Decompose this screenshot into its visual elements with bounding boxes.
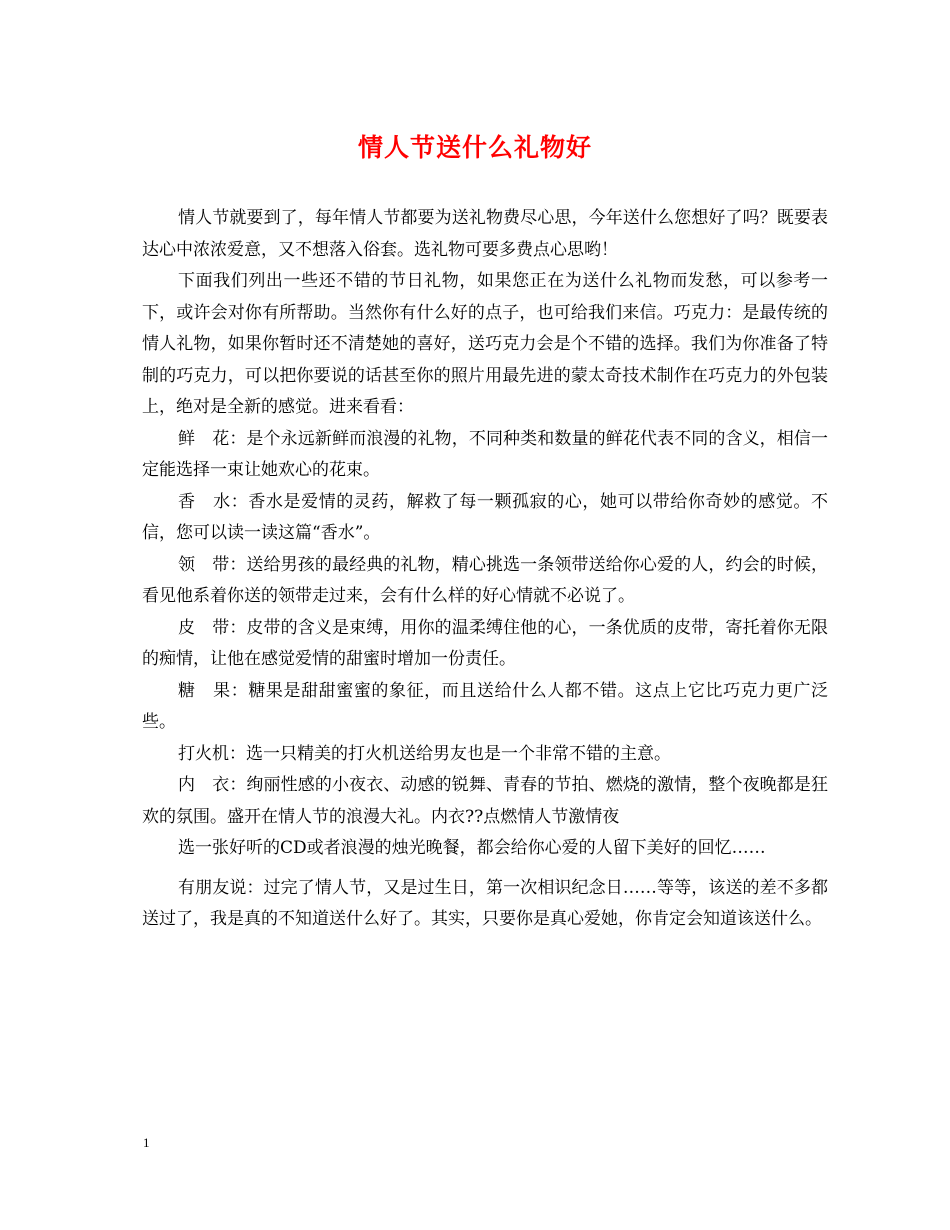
paragraph-closing: 有朋友说：过完了情人节，又是过生日，第一次相识纪念日……等等，该送的差不多都送过了，我是真的不知道送什么好了。其实，只要你是真心爱她，你肯定会知道该送什么。 bbox=[142, 877, 828, 929]
document-body bbox=[142, 203, 828, 936]
paragraph-perfume: 香 水：香水是爱情的灵药，解救了每一颗孤寂的心，她可以带给你奇妙的感觉。不信，您可以读一读这篇“香水”。 bbox=[142, 491, 828, 543]
paragraph-belt: 皮 带：皮带的含义是束缚，用你的温柔缚住他的心，一条优质的皮带，寄托着你无限的痴情，让他在感觉爱情的甜蜜时增加一份责任。 bbox=[142, 617, 828, 669]
page-number: 1 bbox=[143, 1135, 150, 1150]
paragraph-lighter: 打火机：选一只精美的打火机送给男友也是一个非常不错的主意。 bbox=[178, 743, 671, 764]
paragraph-cd-dinner: 选一张好听的CD或者浪漫的烛光晚餐，都会给你心爱的人留下美好的回忆…… bbox=[178, 838, 766, 858]
paragraph-lingerie: 内 衣：绚丽性感的小夜衣、动感的锐舞、青春的节拍、燃烧的激情，整个夜晚都是狂欢的氛围。盛开在情人节的浪漫大礼。内衣??点燃情人节激情夜 bbox=[142, 775, 828, 827]
paragraph-tie: 领 带：送给男孩的最经典的礼物，精心挑选一条领带送给你心爱的人，约会的时候，看见他系着你送的领带走过来，会有什么样的好心情就不必说了。 bbox=[142, 554, 828, 606]
paragraph-flowers: 鲜 花：是个永远新鲜而浪漫的礼物，不同种类和数量的鲜花代表不同的含义，相信一定能选择一束让她欢心的花束。 bbox=[142, 428, 828, 480]
paragraph-candy: 糖 果：糖果是甜甜蜜蜜的象征，而且送给什么人都不错。这点上它比巧克力更广泛些。 bbox=[142, 680, 828, 732]
paragraph-chocolate: 下面我们列出一些还不错的节日礼物，如果您正在为送什么礼物而发愁，可以参考一下，或许会对你有所帮助。当然你有什么好的点子，也可给我们来信。巧克力：是最传统的情人礼物，如果你暂时还不清楚她的喜好，送巧克力会是个不错的选择。我们为你准备了特制的巧克力，可以把你要说的话甚至你的照片用最先进的蒙太奇技术制作在巧克力的外包装上，绝对是全新的感觉。进来看看： bbox=[142, 271, 828, 417]
page-title: 情人节送什么礼物好 bbox=[357, 133, 592, 162]
paragraph-intro: 情人节就要到了，每年情人节都要为送礼物费尽心思，今年送什么您想好了吗？既要表达心中浓浓爱意，又不想落入俗套。选礼物可要多费点心思哟！ bbox=[142, 208, 828, 260]
